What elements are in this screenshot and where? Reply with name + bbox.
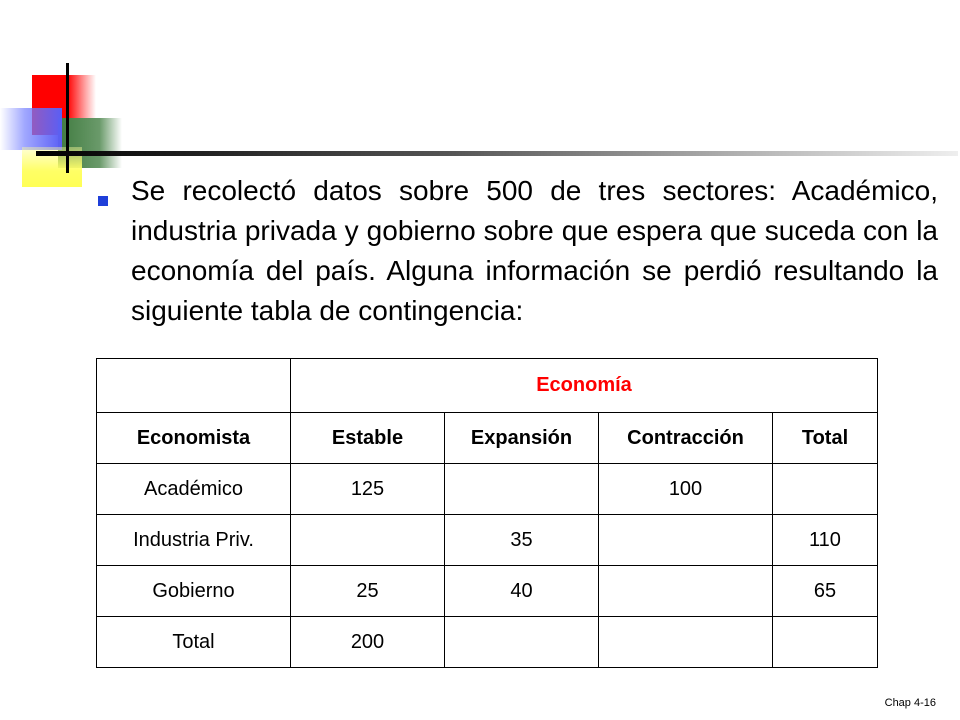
color-blocks-logo-icon — [0, 0, 130, 190]
table-cell — [773, 464, 878, 515]
table-header-row — [97, 413, 878, 464]
table-cell: 40 — [445, 566, 599, 617]
table-row — [97, 515, 878, 566]
table-cell — [445, 464, 599, 515]
vertical-rule — [66, 63, 69, 173]
table-cell: 100 — [599, 464, 773, 515]
table-cell: 200 — [291, 617, 445, 668]
slide-footer: Chap 4-16 — [884, 697, 936, 709]
contingency-table — [96, 358, 878, 668]
table-cell: 25 — [291, 566, 445, 617]
header-expansion: Expansión — [445, 413, 599, 464]
blue-block — [0, 108, 62, 150]
table-cell: Total — [97, 617, 291, 668]
table-cell: 110 — [773, 515, 878, 566]
table-cell — [599, 617, 773, 668]
table-cell: Industria Priv. — [97, 515, 291, 566]
header-economista: Economista — [97, 413, 291, 464]
table-cell: 65 — [773, 566, 878, 617]
table-group-header-row — [97, 359, 878, 413]
table-row — [97, 617, 878, 668]
table-cell — [291, 515, 445, 566]
table-cell — [773, 617, 878, 668]
table-cell: Académico — [97, 464, 291, 515]
group-header-economia: Economía — [291, 359, 878, 413]
table-cell — [599, 566, 773, 617]
header-total: Total — [773, 413, 878, 464]
table-corner-cell — [97, 359, 291, 413]
header-estable: Estable — [291, 413, 445, 464]
table-row — [97, 464, 878, 515]
bullet-paragraph: Se recolectó datos sobre 500 de tres sectores: Académico, industria privada y gobierno sobre que espera que suceda con la economía del país. Alguna información se perdió resultando la siguiente tabla de contingencia: — [131, 175, 938, 326]
bullet-square-icon — [98, 196, 108, 206]
table-cell — [445, 617, 599, 668]
table-cell: Gobierno — [97, 566, 291, 617]
title-divider — [36, 151, 958, 156]
header-contraccion: Contracción — [599, 413, 773, 464]
table-cell — [599, 515, 773, 566]
table-cell: 35 — [445, 515, 599, 566]
table-cell: 125 — [291, 464, 445, 515]
table-row — [97, 566, 878, 617]
